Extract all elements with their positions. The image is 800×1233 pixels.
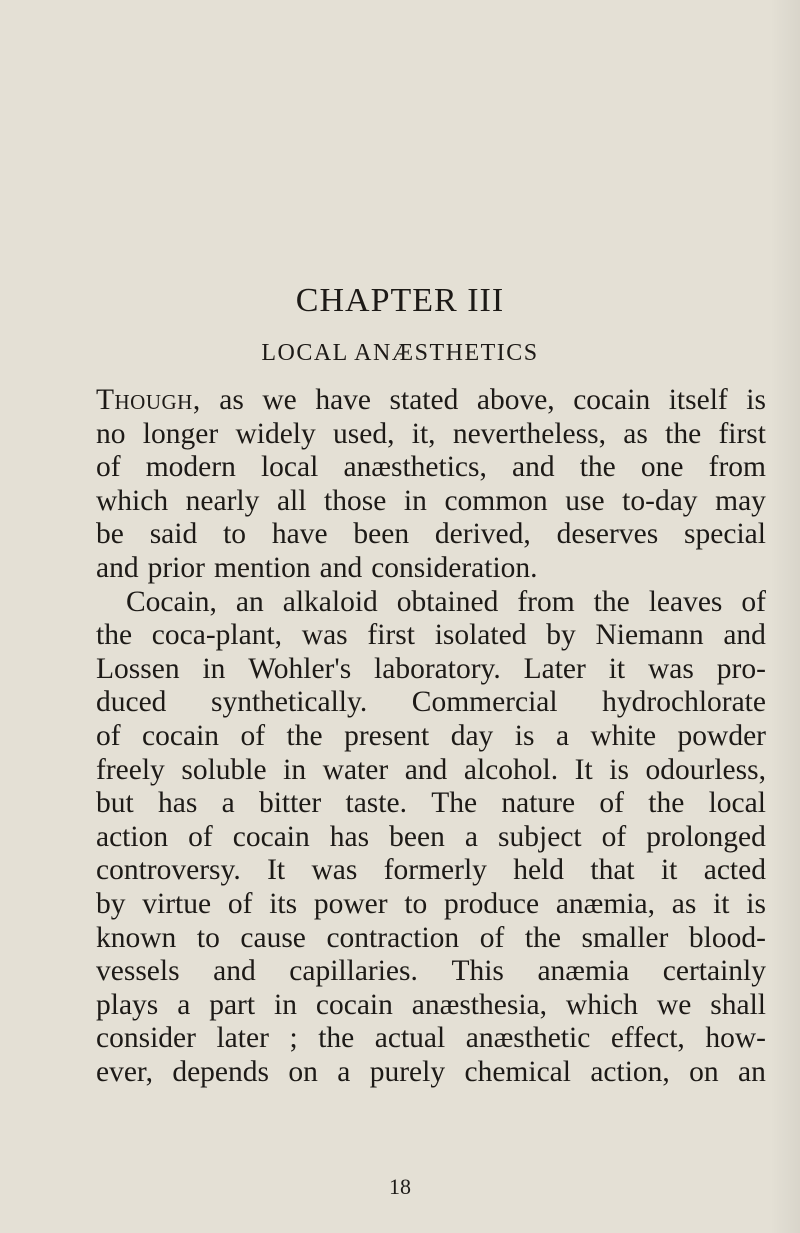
word: a [555, 719, 570, 752]
word: anæsthetics, [343, 451, 487, 484]
word: use [565, 484, 605, 517]
word: ever, [96, 1055, 153, 1088]
word: we [262, 384, 297, 416]
word: was [301, 619, 348, 652]
text-line [96, 989, 766, 1023]
word: prolonged [646, 820, 766, 853]
word: pro- [716, 652, 766, 685]
word: on [689, 1055, 719, 1088]
word: in [274, 988, 297, 1021]
word: and [512, 451, 555, 484]
text-line [96, 787, 766, 821]
word: how- [705, 1022, 766, 1055]
page-number: 18 [389, 1174, 411, 1199]
word: of [741, 585, 766, 618]
word: nature [501, 787, 576, 820]
text-line [96, 922, 766, 956]
word: of [188, 820, 213, 853]
word: it [660, 854, 678, 887]
word: in [202, 652, 226, 685]
text-line [96, 854, 766, 888]
text-line [96, 653, 766, 687]
section-title: LOCAL ANÆSTHETICS [261, 340, 539, 366]
word: cause [240, 921, 306, 954]
word: is [609, 753, 629, 786]
word: Though, [96, 384, 201, 416]
word: duced [96, 686, 167, 719]
word: it, [411, 417, 436, 450]
word: smaller [581, 921, 669, 954]
word: obtained [396, 585, 499, 618]
word: synthetically. [211, 686, 368, 719]
word: and [213, 955, 256, 988]
word: in [283, 753, 307, 786]
word: is [746, 887, 766, 920]
word: leaves [648, 585, 723, 618]
word: the [286, 719, 323, 752]
word: has [329, 820, 370, 853]
word: it [713, 887, 730, 920]
word: the [524, 921, 561, 954]
word: the [96, 619, 133, 652]
word: and [96, 551, 139, 584]
word: hydrochlorate [602, 686, 766, 719]
word: prior [147, 551, 205, 584]
word: modern [145, 451, 236, 484]
word: Wohler's [248, 652, 352, 685]
text-line [96, 518, 766, 552]
word: formerly [383, 854, 487, 887]
word: laboratory. [374, 652, 501, 685]
word: of [96, 719, 121, 752]
page-edge-shadow [770, 0, 800, 1233]
word: that [590, 854, 635, 887]
word: the [593, 585, 630, 618]
word: a [177, 988, 191, 1021]
word: which [565, 988, 638, 1021]
word: one [640, 451, 684, 484]
word: Later [523, 652, 586, 685]
word: ; [289, 1022, 298, 1055]
word: action, [590, 1055, 670, 1088]
word: local [260, 451, 319, 484]
word: produce [444, 887, 540, 920]
word: taste. [345, 787, 407, 820]
word: subject [498, 820, 582, 853]
word: consider [96, 1022, 196, 1055]
word: later [216, 1022, 269, 1055]
word: deserves [556, 518, 659, 551]
word: shall [710, 988, 766, 1021]
word: but [96, 787, 134, 820]
word: has [157, 787, 198, 820]
word: by [96, 887, 126, 920]
word: no [96, 417, 126, 450]
word: special [684, 518, 766, 551]
word: to [404, 887, 428, 920]
word: nearly [185, 484, 260, 517]
word: been [353, 518, 410, 551]
text-line [96, 485, 766, 519]
word: derived, [434, 518, 531, 551]
word: first [718, 417, 766, 450]
word: It [574, 753, 593, 786]
text-line [96, 686, 766, 720]
word: of [601, 820, 627, 853]
word: Lossen [96, 652, 180, 685]
word: all [276, 484, 307, 517]
text-line [96, 586, 766, 620]
text-line [96, 821, 766, 855]
word: known [96, 921, 177, 954]
word: nevertheless, [452, 417, 606, 450]
word: day [450, 719, 494, 752]
word: an [235, 585, 264, 618]
word: is [746, 384, 766, 416]
word: soluble [181, 753, 267, 786]
text-line [96, 720, 766, 754]
word: vessels [96, 955, 180, 988]
word: as [623, 417, 648, 450]
word: an [738, 1055, 766, 1088]
word: blood- [688, 921, 766, 954]
word: purely [369, 1055, 446, 1088]
word: held [513, 854, 565, 887]
word: of [479, 921, 505, 954]
word: This [451, 955, 504, 988]
word: is [514, 719, 535, 752]
word: capillaries. [289, 955, 418, 988]
word: isolated [434, 619, 527, 652]
word: present [344, 719, 430, 752]
word: local [708, 787, 766, 820]
word: odourless, [645, 753, 766, 786]
word: as [219, 384, 244, 416]
word: the [318, 1022, 355, 1055]
word: from [708, 451, 766, 484]
word: above, [476, 384, 555, 416]
word: mention [213, 551, 311, 584]
word: plays [96, 988, 159, 1021]
word: longer [142, 417, 219, 450]
word: powder [677, 719, 766, 752]
word: cocain [142, 719, 220, 752]
chapter-title: CHAPTER III [295, 282, 505, 319]
word: on [288, 1055, 318, 1088]
word: cocain [573, 384, 651, 416]
word: anæsthetic [465, 1022, 591, 1055]
word: anæsthesia, [411, 988, 547, 1021]
word: contraction [326, 921, 460, 954]
word: said [149, 518, 198, 551]
word: to [196, 921, 220, 954]
text-line [96, 619, 766, 653]
text-line [96, 888, 766, 922]
text-line [96, 384, 766, 418]
word: bitter [258, 787, 322, 820]
word: which [96, 484, 169, 517]
word: a [337, 1055, 351, 1088]
word: The [431, 787, 478, 820]
word: we [656, 988, 692, 1021]
word: the [648, 787, 685, 820]
word: and [723, 619, 766, 652]
word: coca-plant, [151, 619, 283, 652]
word: in [403, 484, 427, 517]
word: used, [333, 417, 395, 450]
word: to-day [622, 484, 698, 517]
word: action [96, 820, 169, 853]
word: freely [96, 753, 165, 786]
word: have [271, 518, 328, 551]
text-line [96, 552, 766, 586]
word: certainly [662, 955, 766, 988]
word: was [311, 854, 358, 887]
word: was [648, 652, 694, 685]
word: itself [668, 384, 728, 416]
word: those [324, 484, 387, 517]
word: as [671, 887, 697, 920]
word: alkaloid [282, 585, 378, 618]
word: first [367, 619, 415, 652]
word: of [599, 787, 624, 820]
word: white [590, 719, 657, 752]
word: its [269, 887, 298, 920]
word: consideration. [371, 551, 538, 584]
word: may [715, 484, 766, 517]
text-line [96, 418, 766, 452]
word: a [221, 787, 235, 820]
word: the [579, 451, 616, 484]
word: actual [374, 1022, 446, 1055]
word: effect, [610, 1022, 685, 1055]
word: controversy. [96, 854, 241, 887]
word: and [319, 551, 363, 584]
word: anæmia [537, 955, 630, 988]
word: by [546, 619, 576, 652]
body-text [96, 384, 766, 1089]
word: be [96, 518, 124, 551]
word: common [444, 484, 548, 517]
word: cocain [315, 988, 393, 1021]
text-line [96, 1056, 766, 1090]
word: acted [703, 854, 766, 887]
word: from [517, 585, 575, 618]
word: a [464, 820, 478, 853]
word: the [665, 417, 702, 450]
word: It [267, 854, 286, 887]
word: chemical [464, 1055, 571, 1088]
word: have [315, 384, 371, 416]
word: Cocain, [126, 585, 217, 618]
word: cocain [232, 820, 310, 853]
word: widely [235, 417, 316, 450]
word: virtue [142, 887, 212, 920]
word: water [322, 753, 389, 786]
word: Commercial [411, 686, 558, 719]
word: anæmia, [555, 887, 655, 920]
word: to [223, 518, 247, 551]
word: of [240, 719, 266, 752]
word: stated [389, 384, 459, 416]
word: Niemann [595, 619, 704, 652]
word: of [227, 887, 253, 920]
text-line [96, 955, 766, 989]
word: been [389, 820, 445, 853]
text-line [96, 754, 766, 788]
word: it [608, 652, 626, 685]
text-line [96, 451, 766, 485]
word: part [209, 988, 256, 1021]
word: of [96, 451, 121, 484]
text-line [96, 1022, 766, 1056]
word: and [404, 753, 448, 786]
word: power [313, 887, 388, 920]
word: alcohol. [463, 753, 559, 786]
word: depends [172, 1055, 270, 1088]
